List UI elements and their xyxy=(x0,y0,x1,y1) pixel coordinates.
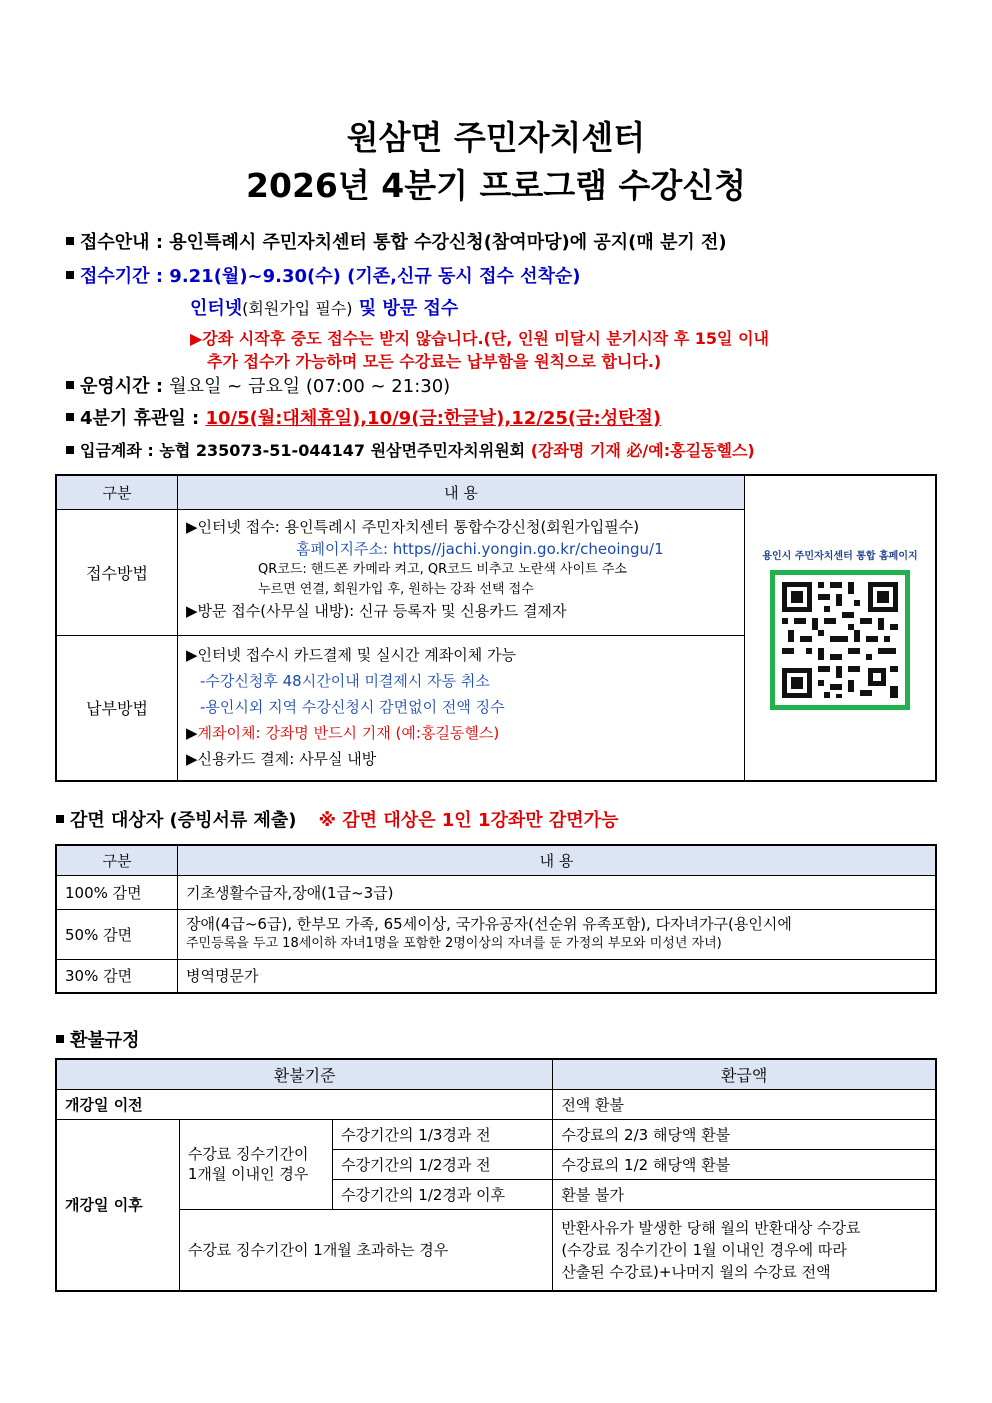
refund-cond-3: 수강기간의 1/2경과 이후 xyxy=(333,1179,553,1209)
payment-line-2: -수강신청후 48시간이내 미결제시 자동 취소 xyxy=(200,671,490,690)
period-label: 접수기간 : xyxy=(80,266,170,287)
discount-col-content: 내 용 xyxy=(178,845,937,875)
account-note: (강좌명 기재 必/예:홍길동헬스) xyxy=(530,441,755,460)
refund-val-3: 환불 불가 xyxy=(553,1179,936,1209)
payment-line-4 xyxy=(186,720,736,746)
warning-line-2: 추가 접수가 가능하며 모든 수강료는 납부함을 원칙으로 합니다.) xyxy=(207,352,662,371)
payment-line-1: ▶인터넷 접수시 카드결제 및 실시간 계좌이체 가능 xyxy=(186,645,516,664)
refund-before-label: 개강일 이전 xyxy=(56,1089,553,1119)
holiday-label: 4분기 휴관일 : xyxy=(80,408,206,429)
refund-cond-1: 수강기간의 1/3경과 전 xyxy=(333,1119,553,1149)
account-label: 입금계좌 : xyxy=(80,441,160,460)
row-label-payment: 납부방법 xyxy=(56,635,178,781)
refund-val-1: 수강료의 2/3 해당액 환불 xyxy=(553,1119,936,1149)
refund-table xyxy=(55,1058,937,1292)
period-text: 9.21(월)~9.30(수) (기존,신규 동시 접수 선착순) xyxy=(169,266,581,287)
qr-instruction-1: QR코드: 핸드폰 카메라 켜고, QR코드 비추고 노란색 사이트 주소 xyxy=(258,561,627,577)
hours-label: 운영시간 : xyxy=(80,376,170,397)
col-header-category: 구분 xyxy=(56,475,178,509)
discount-label-30: 30% 감면 xyxy=(56,959,178,993)
refund-within-line1: 수강료 징수기간이 xyxy=(187,1145,309,1163)
holiday-text: 10/5(월:대체휴일),10/9(금:한글날),12/25(금:성탄절) xyxy=(205,408,662,429)
bullet-square-icon xyxy=(66,413,74,421)
refund-cond-2: 수강기간의 1/2경과 전 xyxy=(333,1149,553,1179)
refund-within-label xyxy=(179,1119,332,1209)
discount-text-100: 기초생활수급자,장애(1급~3급) xyxy=(178,875,937,909)
discount-text-30: 병역명문가 xyxy=(178,959,937,993)
hours-text: 월요일 ~ 금요일 (07:00 ~ 21:30) xyxy=(169,376,451,397)
discount-text-50-line2: 주민등록을 두고 18세이하 자녀1명을 포함한 2명이상의 자녀를 둔 가정의 부모와 미성년 자녀) xyxy=(186,936,722,951)
page-title-line2: 2026년 4분기 프로그램 수강신청 xyxy=(246,166,746,205)
qr-instruction-2: 누르면 연결, 회원가입 후, 원하는 강좌 선택 접수 xyxy=(258,581,534,597)
warning-line-1: ▶강좌 시작후 중도 접수는 받지 않습니다.(단, 인원 미달시 분기시작 후 15일 이내 xyxy=(190,329,769,348)
bullet-square-icon xyxy=(66,446,74,454)
row-label-apply: 접수방법 xyxy=(56,509,178,635)
discount-col-category: 구분 xyxy=(56,845,178,875)
notice-line xyxy=(66,228,727,254)
period-sub-a: 인터넷 xyxy=(190,298,243,319)
period-sub-c: 및 방문 접수 xyxy=(352,298,459,319)
qr-code-icon[interactable] xyxy=(770,570,910,710)
period-line xyxy=(66,262,581,288)
apply-internet: ▶인터넷 접수: 용인특례시 주민자치센터 통합수강신청(회원가입필수) xyxy=(186,517,640,536)
payment-transfer-note: 계좌이체: 강좌명 반드시 기재 (예:홍길동헬스) xyxy=(197,723,500,742)
discount-table xyxy=(55,844,937,994)
bullet-square-icon xyxy=(66,237,74,245)
homepage-address[interactable]: 홈페이지주소: https//jachi.yongin.go.kr/cheoingu/1 xyxy=(296,539,664,558)
holiday-line xyxy=(66,404,661,430)
notice-text: 용인특례시 주민자치센터 통합 수강신청(참여마당)에 공지(매 분기 전) xyxy=(169,232,727,253)
refund-title: 환불규정 xyxy=(70,1030,140,1051)
account-line xyxy=(66,438,755,461)
refund-over-line1: 반환사유가 발생한 당해 월의 반환대상 수강료 xyxy=(561,1218,861,1237)
period-sub-line xyxy=(190,294,458,320)
refund-section-title xyxy=(56,1026,140,1052)
qr-caption: 용인시 주민자치센터 통합 홈페이지 xyxy=(762,550,918,562)
discount-label-100: 100% 감면 xyxy=(56,875,178,909)
refund-within-line2: 1개월 이내인 경우 xyxy=(187,1165,309,1183)
refund-over-value xyxy=(553,1209,936,1291)
bullet-square-icon xyxy=(56,1035,64,1043)
refund-col-criteria: 환불기준 xyxy=(56,1059,553,1089)
payment-arrow: ▶ xyxy=(186,723,198,742)
refund-over-line3: 산출된 수강료)+나머지 월의 수강료 전액 xyxy=(561,1262,831,1281)
application-table xyxy=(55,474,937,782)
payment-line-5: ▶신용카드 결제: 사무실 내방 xyxy=(186,749,377,768)
payment-line-3: -용인시외 지역 수강신청시 감면없이 전액 징수 xyxy=(200,697,505,716)
discount-text-50 xyxy=(178,909,937,959)
bullet-square-icon xyxy=(66,271,74,279)
refund-over-line2: (수강료 징수기간이 1월 이내인 경우에 따라 xyxy=(561,1240,847,1259)
col-header-content: 내 용 xyxy=(178,475,745,509)
bullet-square-icon xyxy=(56,815,64,823)
discount-label-50: 50% 감면 xyxy=(56,909,178,959)
period-sub-b: (회원가입 필수) xyxy=(242,299,353,318)
apply-content xyxy=(178,509,745,635)
refund-val-2: 수강료의 1/2 해당액 환불 xyxy=(553,1149,936,1179)
page-title-line1: 원삼면 주민자치센터 xyxy=(346,118,646,157)
refund-over-label: 수강료 징수기간이 1개월 초과하는 경우 xyxy=(179,1209,553,1291)
discount-title: 감면 대상자 (증빙서류 제출) xyxy=(70,810,297,831)
hours-line xyxy=(66,372,450,398)
qr-cell xyxy=(745,475,937,781)
apply-visit: ▶방문 접수(사무실 내방): 신규 등록자 및 신용카드 결제자 xyxy=(186,601,567,620)
payment-content xyxy=(178,635,745,781)
discount-section-title xyxy=(56,806,618,832)
discount-note: ※ 감면 대상은 1인 1강좌만 감면가능 xyxy=(318,810,619,831)
refund-after-label: 개강일 이후 xyxy=(56,1119,179,1291)
bullet-square-icon xyxy=(66,381,74,389)
account-text: 농협 235073-51-044147 원삼면주민자치위원회 xyxy=(159,441,531,460)
refund-col-amount: 환급액 xyxy=(553,1059,936,1089)
discount-text-50-line1: 장애(4급~6급), 한부모 가족, 65세이상, 국가유공자(선순위 유족포함), 다자녀가구(용인시에 xyxy=(186,915,792,933)
notice-label: 접수안내 : xyxy=(80,232,170,253)
refund-before-value: 전액 환불 xyxy=(553,1089,936,1119)
